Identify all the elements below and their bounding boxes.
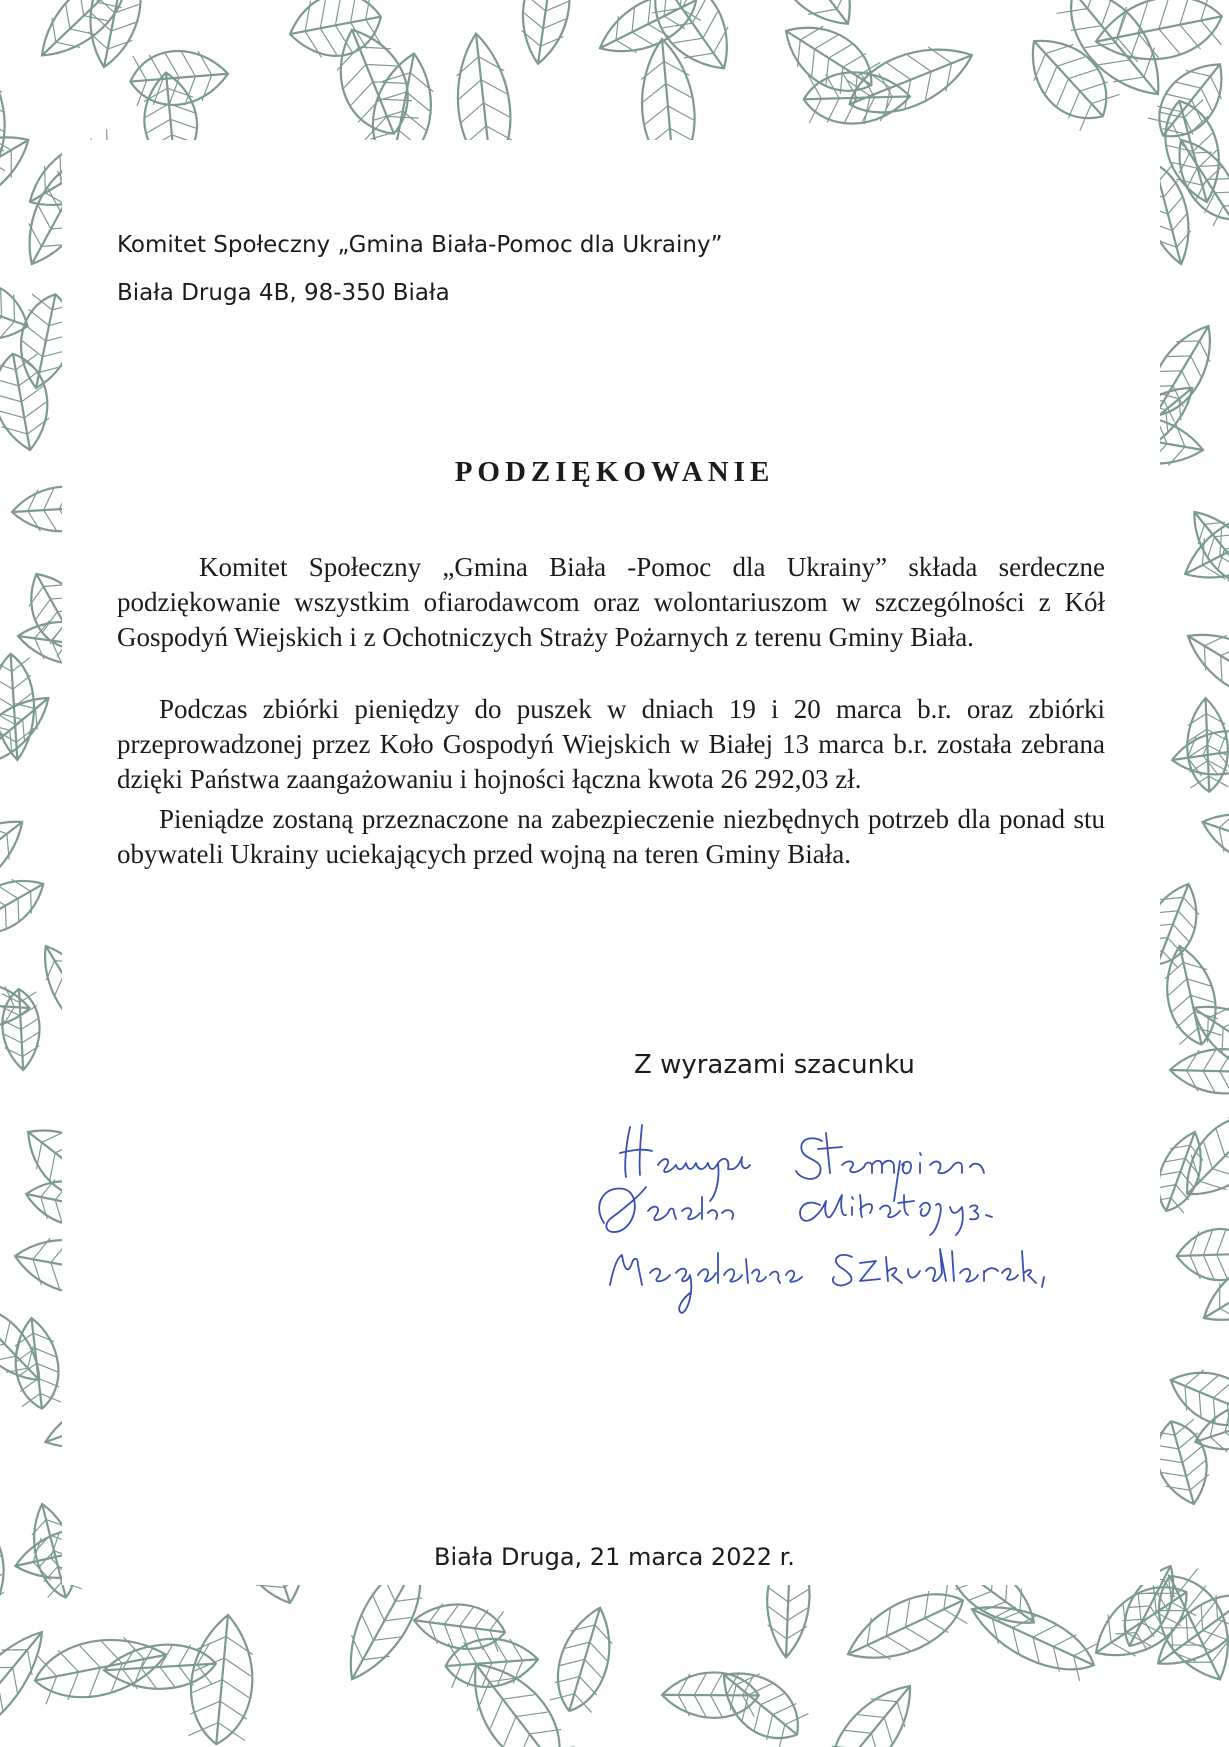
closing-phrase: Z wyrazami szacunku xyxy=(634,1050,915,1080)
paragraph-thanks: Komitet Społeczny „Gmina Biała -Pomoc dla Ukrainy” składa serdeczne podziękowanie wszystkim ofiarodawcom oraz wolontariuszom w szczególności z Kół Gospodyń Wiejskich i z Ochotniczych Straży Pożarnych z terenu Gminy Biała. xyxy=(117,552,1105,652)
sender-name: Komitet Społeczny „Gmina Biała-Pomoc dla Ukrainy” xyxy=(117,232,723,258)
sender-address: Biała Druga 4B, 98-350 Biała xyxy=(117,280,450,306)
document-title: PODZIĘKOWANIE xyxy=(454,456,775,488)
paragraph-purpose: Pieniądze zostaną przeznaczone na zabezpieczenie niezbędnych potrzeb dla ponad stu obywateli Ukrainy uciekających przed wojną na teren Gminy Biała. xyxy=(117,804,1105,869)
handwritten-signatures xyxy=(590,1115,1090,1315)
place-and-date: Biała Druga, 21 marca 2022 r. xyxy=(434,1543,795,1571)
paragraph-collection: Podczas zbiórki pieniędzy do puszek w dniach 19 i 20 marca b.r. oraz zbiórki przeprowadzonej przez Koło Gospodyń Wiejskich w Białej 13 marca b.r. została zebrana dzięki Państwa zaangażowaniu i hojności łączna kwota 26 292,03 zł. xyxy=(117,694,1105,794)
